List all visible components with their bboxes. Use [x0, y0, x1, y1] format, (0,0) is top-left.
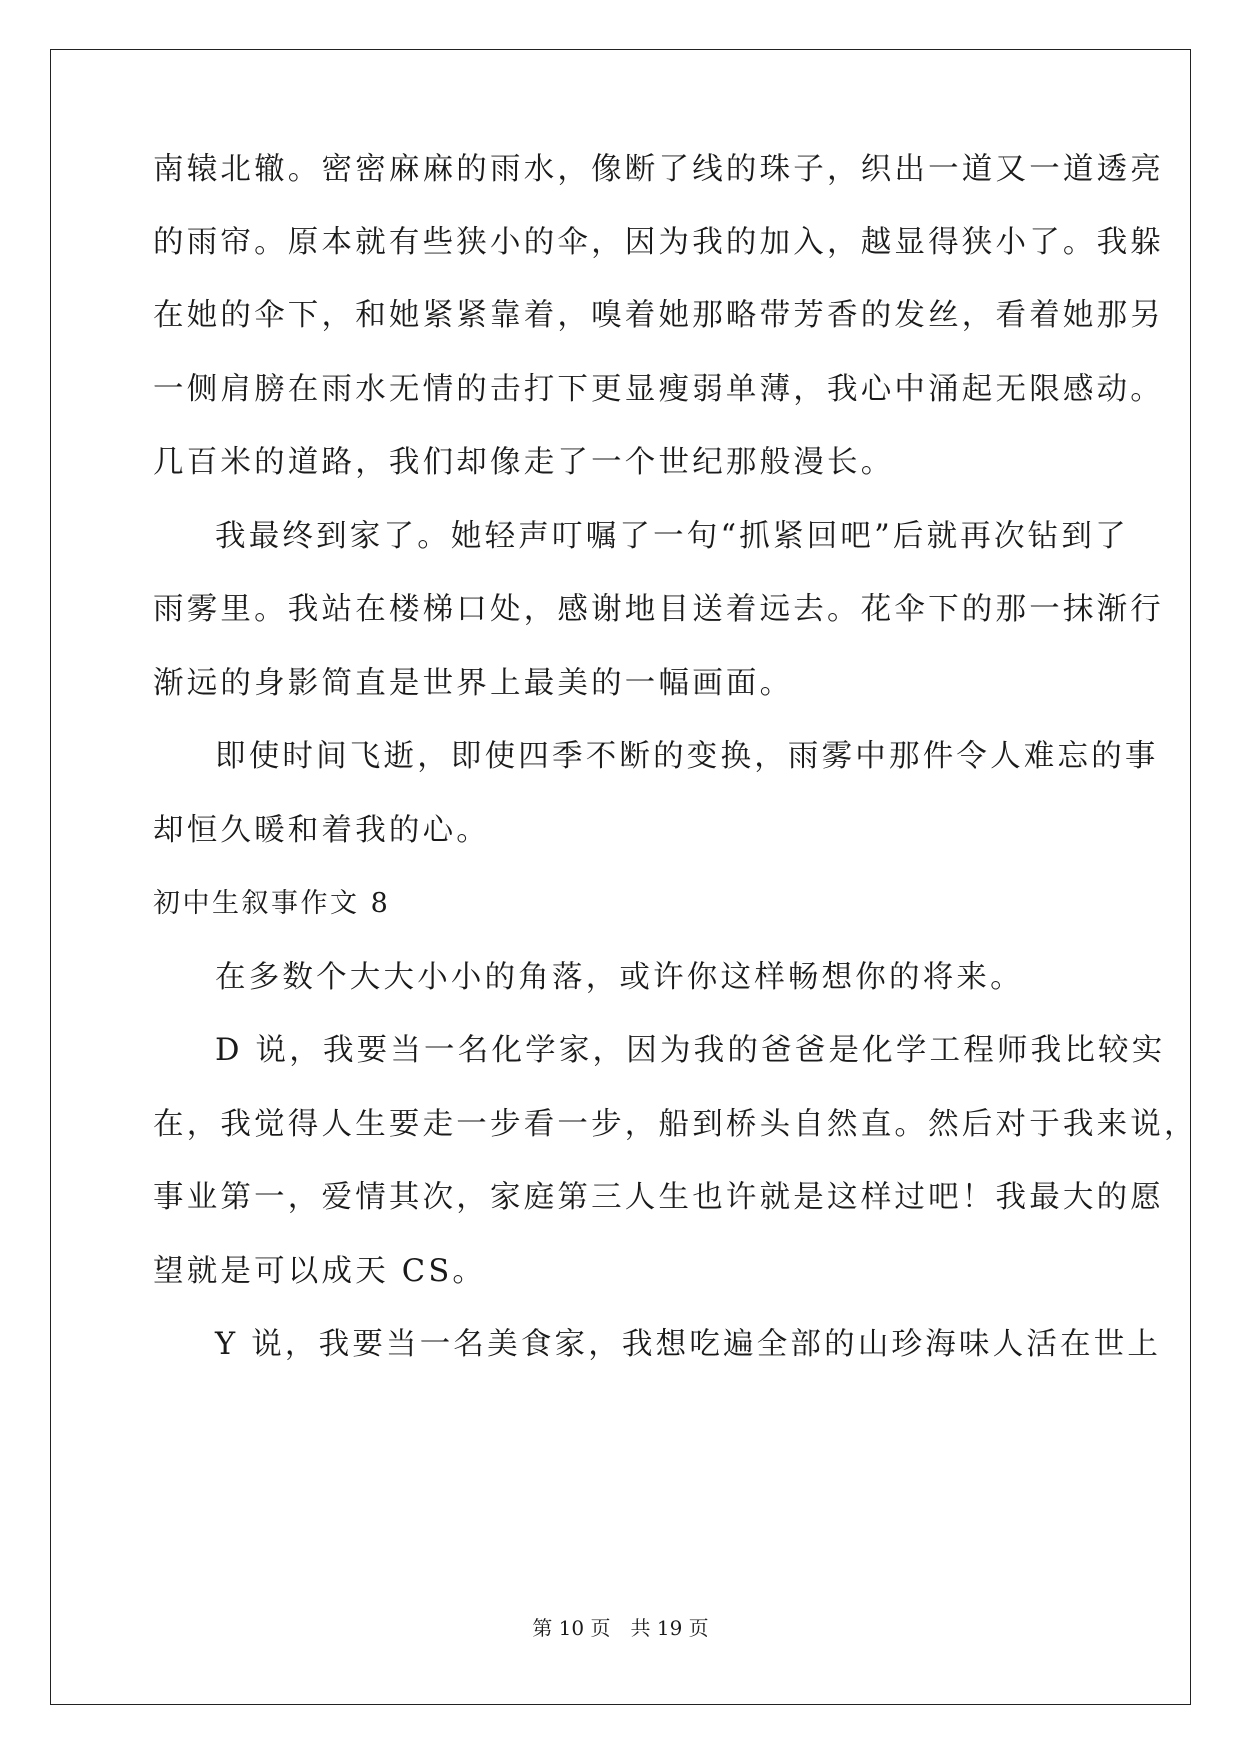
- paragraph-start-line: 在多数个大大小小的角落，或许你这样畅想你的将来。: [215, 960, 1024, 995]
- section-heading: 初中生叙事作文 8: [153, 888, 391, 919]
- body-text-line: 望就是可以成天 CS。: [153, 1254, 487, 1289]
- body-text-line: 在她的伞下，和她紧紧靠着，嗅着她那略带芳香的发丝，看着她那另: [153, 298, 1164, 333]
- body-text-line: 的雨帘。原本就有些狭小的伞，因为我的加入，越显得狭小了。我躲: [153, 225, 1164, 260]
- paragraph-start-line: Y 说，我要当一名美食家，我想吃遍全部的山珍海味人活在世上: [215, 1327, 1162, 1362]
- page-number-footer: 第 10 页 共 19 页: [532, 1616, 709, 1640]
- body-text-line: 南辕北辙。密密麻麻的雨水，像断了线的珠子，织出一道又一道透亮: [153, 152, 1164, 187]
- body-text-line: 却恒久暖和着我的心。: [153, 813, 490, 848]
- body-text-line: 雨雾里。我站在楼梯口处，感谢地目送着远去。花伞下的那一抹渐行: [153, 592, 1164, 627]
- paragraph-start-line: 即使时间飞逝，即使四季不断的变换，雨雾中那件令人难忘的事: [215, 739, 1159, 774]
- body-text-line: 几百米的道路，我们却像走了一个世纪那般漫长。: [153, 445, 895, 480]
- body-text-line: 在，我觉得人生要走一步看一步，船到桥头自然直。然后对于我来说，: [153, 1107, 1198, 1142]
- body-text-line: 一侧肩膀在雨水无情的击打下更显瘦弱单薄，我心中涌起无限感动。: [153, 372, 1164, 407]
- body-text-line: 事业第一，爱情其次，家庭第三人生也许就是这样过吧！我最大的愿: [153, 1180, 1164, 1215]
- paragraph-start-line: D 说，我要当一名化学家，因为我的爸爸是化学工程师我比较实: [215, 1033, 1166, 1068]
- body-text-line: 渐远的身影简直是世界上最美的一幅画面。: [153, 666, 794, 701]
- paragraph-start-line: 我最终到家了。她轻声叮嘱了一句“抓紧回吧”后就再次钻到了: [215, 519, 1129, 554]
